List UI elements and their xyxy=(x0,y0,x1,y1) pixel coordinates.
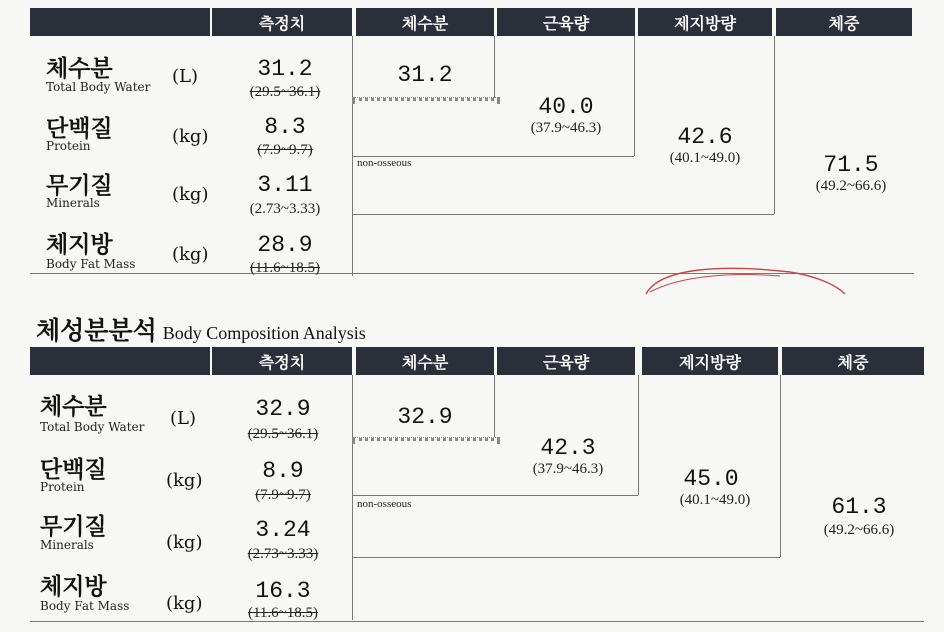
row-unit-fat: (kg) xyxy=(166,593,203,614)
muscle-range: (37.9~46.3) xyxy=(530,120,602,136)
measured-protein-value: 8.9 xyxy=(262,458,304,484)
divider xyxy=(352,437,500,441)
header-muscle: 근육량 xyxy=(497,8,635,36)
weight-range: (49.2~66.6) xyxy=(823,522,895,538)
measured-water-range: (29.5~36.1) xyxy=(249,84,321,100)
weight-value: 61.3 xyxy=(831,494,887,520)
row-label-protein-ko: 단백질 xyxy=(46,116,113,142)
row-unit-fat: (kg) xyxy=(172,244,209,265)
divider xyxy=(352,375,353,620)
measured-minerals-value: 3.24 xyxy=(255,517,311,543)
row-label-minerals-en: Minerals xyxy=(40,538,94,552)
row-label-protein-en: Protein xyxy=(40,480,85,494)
header-weight: 체중 xyxy=(782,347,924,375)
measured-water-value: 32.9 xyxy=(255,396,311,422)
measured-water-value: 31.2 xyxy=(257,56,313,82)
row-label-fat-ko: 체지방 xyxy=(46,232,113,258)
divider xyxy=(780,375,781,557)
lean-value: 42.6 xyxy=(677,124,733,150)
header-lean: 제지방량 xyxy=(642,347,778,375)
measured-fat-value: 16.3 xyxy=(255,578,311,604)
lean-range: (40.1~49.0) xyxy=(679,492,751,508)
row-label-fat-ko: 체지방 xyxy=(40,574,107,600)
measured-minerals-range: (2.73~3.33) xyxy=(247,546,319,562)
header-weight: 체중 xyxy=(776,8,912,36)
muscle-value: 40.0 xyxy=(538,94,594,120)
divider xyxy=(352,495,638,496)
header-water: 체수분 xyxy=(356,347,494,375)
divider xyxy=(30,621,924,622)
row-label-water-ko: 체수분 xyxy=(40,394,107,420)
row-unit-water: (L) xyxy=(172,66,198,87)
water-value: 32.9 xyxy=(397,404,453,430)
header-muscle: 근육량 xyxy=(497,347,635,375)
header-blank xyxy=(30,347,210,375)
measured-protein-range: (7.9~9.7) xyxy=(257,142,313,158)
lean-range: (40.1~49.0) xyxy=(669,150,741,166)
header-lean: 제지방량 xyxy=(638,8,772,36)
header-measured: 측정치 xyxy=(212,347,352,375)
muscle-value: 42.3 xyxy=(540,435,596,461)
measured-fat-value: 28.9 xyxy=(257,232,313,258)
measured-minerals-value: 3.11 xyxy=(257,172,313,198)
row-unit-water: (L) xyxy=(170,408,196,429)
row-unit-minerals: (kg) xyxy=(166,532,203,553)
row-label-water-ko: 체수분 xyxy=(46,56,113,82)
water-value: 31.2 xyxy=(397,62,453,88)
row-unit-protein: (kg) xyxy=(166,470,203,491)
row-unit-protein: (kg) xyxy=(172,126,209,147)
row-label-water-en: Total Body Water xyxy=(46,80,151,94)
row-label-fat-en: Body Fat Mass xyxy=(40,599,130,613)
section-title-en: Body Composition Analysis xyxy=(162,323,366,343)
row-label-minerals-en: Minerals xyxy=(46,196,100,210)
row-label-protein-en: Protein xyxy=(46,139,91,153)
non-osseous-note: non-osseous xyxy=(357,157,412,169)
lean-value: 45.0 xyxy=(683,466,739,492)
row-label-protein-ko: 단백질 xyxy=(40,457,107,483)
weight-value: 71.5 xyxy=(823,152,879,178)
weight-range: (49.2~66.6) xyxy=(815,178,887,194)
measured-minerals-range: (2.73~3.33) xyxy=(249,201,321,217)
measured-fat-range: (11.6~18.5) xyxy=(247,605,319,621)
row-label-minerals-ko: 무기질 xyxy=(46,173,113,199)
row-label-water-en: Total Body Water xyxy=(40,420,145,434)
measured-protein-range: (7.9~9.7) xyxy=(255,487,311,503)
measured-water-range: (29.5~36.1) xyxy=(247,426,319,442)
non-osseous-note: non-osseous xyxy=(357,498,412,510)
muscle-range: (37.9~46.3) xyxy=(532,461,604,477)
row-unit-minerals: (kg) xyxy=(172,184,209,205)
divider xyxy=(352,557,780,558)
row-label-fat-en: Body Fat Mass xyxy=(46,257,136,271)
measured-fat-range: (11.6~18.5) xyxy=(249,260,321,276)
measured-protein-value: 8.3 xyxy=(264,114,306,140)
section-title-ko: 체성분분석 xyxy=(36,316,157,345)
header-measured: 측정치 xyxy=(212,8,352,36)
row-label-minerals-ko: 무기질 xyxy=(40,514,107,540)
divider xyxy=(494,375,495,437)
header-water: 체수분 xyxy=(356,8,494,36)
